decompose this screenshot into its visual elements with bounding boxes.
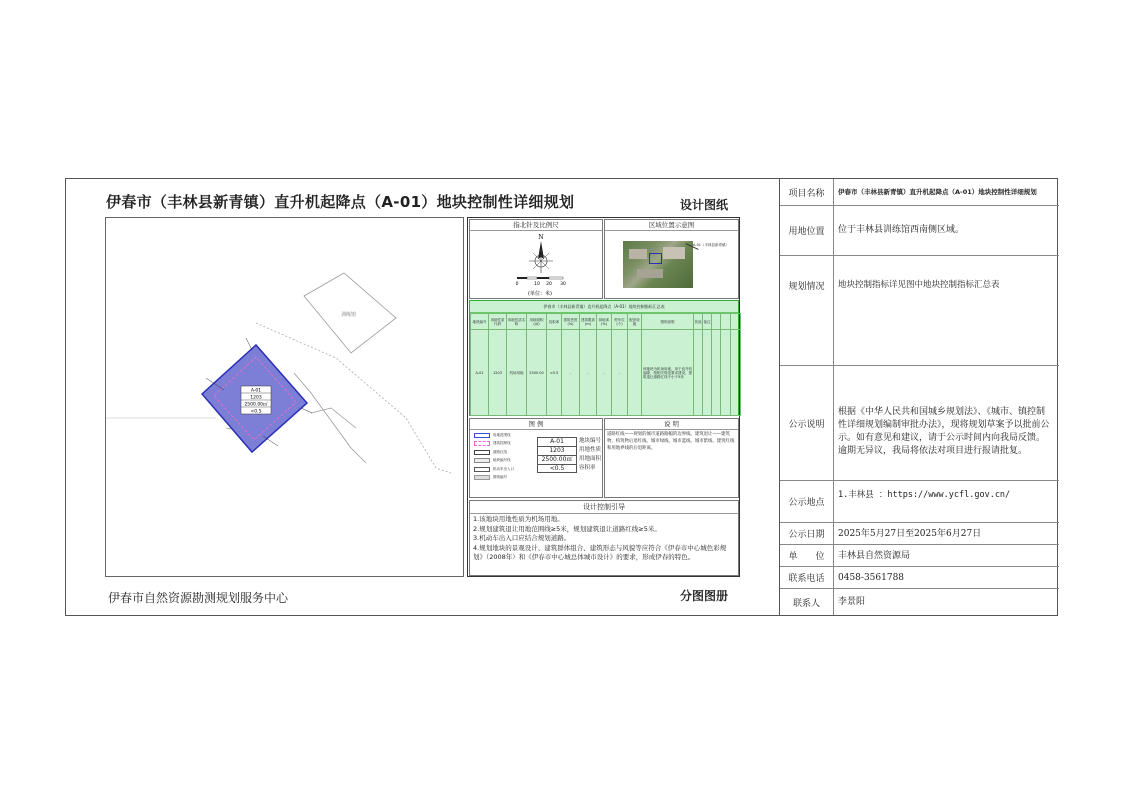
footer-organization: 伊春市自然资源勘测规划服务中心	[108, 591, 289, 605]
table-header: 用地性质名称	[507, 314, 527, 330]
table-header: 地块编号	[471, 314, 489, 330]
road-line	[294, 373, 366, 463]
legend-swatch	[474, 433, 490, 438]
table-header: 容积率	[547, 314, 562, 330]
example-code: A-01	[537, 437, 577, 446]
site-marker	[649, 253, 662, 264]
notice-value: 位于丰林县训练馆西南侧区域。	[838, 225, 965, 235]
table-cell	[712, 330, 721, 416]
table-header: 建筑密度(%)	[562, 314, 580, 330]
scale-tick-0: 0	[515, 282, 519, 287]
table-cell: -	[580, 330, 597, 416]
dimension-mark	[301, 408, 312, 413]
scale-tick-10: 10	[534, 282, 540, 287]
table-cell	[721, 330, 731, 416]
satellite-building	[629, 249, 647, 259]
table-cell: -	[562, 330, 580, 416]
legend-label: 用地范围线	[493, 432, 511, 437]
legend-item	[474, 440, 532, 449]
notice-value: 0458-3561788	[838, 573, 905, 583]
scale-bar-segment	[517, 277, 527, 279]
footer-map-label: 分图图册	[680, 589, 729, 603]
drawing-title: 伊春市（丰林县新青镇）直升机起降点（A-01）地块控制性详细规划	[106, 193, 575, 211]
table-cell: -	[612, 330, 628, 416]
example-far: <0.5	[537, 464, 577, 473]
notice-value: 2025年5月27日至2025年6月27日	[838, 529, 982, 539]
table-cell	[703, 330, 712, 416]
drawing-subtitle: 设计图纸	[680, 198, 729, 212]
control-index-table	[469, 300, 739, 416]
legend-label: 建筑控制线	[493, 441, 511, 446]
notice-row-phone	[780, 567, 1059, 589]
location-header: 区域位置示意图	[605, 220, 738, 231]
legend-label: 地块编号线	[493, 458, 511, 463]
table-cell: A-01	[471, 330, 489, 416]
notice-label: 联系电话	[780, 567, 834, 588]
site-map	[105, 217, 464, 577]
block-code-label: A-01	[250, 388, 262, 394]
notice-value: 根据《中华人民共和国城乡规划法》、《城市、镇控制性详细规划编制审批办法》，现将规划草案予以批前公示。如有意见和建议，请于公示时间内向我局反馈。逾期无异议，我局将依法对项目进行报请批复。	[838, 407, 1050, 456]
description-box	[604, 418, 739, 498]
table-cell	[694, 330, 703, 416]
control-table-grid	[470, 313, 741, 416]
building-label: 训练馆	[341, 312, 357, 318]
satellite-building	[637, 269, 663, 278]
notice-label: 单 位	[780, 545, 834, 566]
notice-panel	[779, 179, 1058, 615]
satellite-image	[623, 241, 693, 288]
control-table-row	[471, 330, 741, 416]
table-header	[721, 314, 731, 330]
legend-label: 道路红线	[493, 449, 507, 454]
table-header	[731, 314, 741, 330]
notice-row-explanation	[780, 366, 1059, 481]
control-table-title: 伊春市（丰林县新青镇）直升机起降点（A-01）地块控制指标汇总表	[470, 301, 738, 313]
legend-swatch	[474, 467, 490, 472]
drawing-area	[66, 179, 779, 615]
scale-bar-segment	[549, 277, 563, 279]
guide-line: 2.规划建筑退让用地范围线≥5米，规划建筑退让道路红线≥5米。	[473, 524, 661, 533]
design-guide-box	[469, 500, 739, 576]
legend-swatch	[474, 450, 490, 455]
legend-swatch	[474, 458, 490, 463]
table-header: 备注	[703, 314, 712, 330]
table-header: 图则说明	[642, 314, 694, 330]
notice-row-date	[780, 523, 1059, 545]
block-far-label: <0.5	[250, 409, 262, 415]
description-header: 说 明	[605, 419, 738, 430]
table-cell: -	[597, 330, 612, 416]
notice-row-unit	[780, 545, 1059, 567]
control-table-header-row	[471, 314, 741, 330]
notice-row-planning	[780, 256, 1059, 366]
dimension-mark	[246, 338, 252, 350]
table-cell	[628, 330, 642, 416]
table-header: 绿地率(%)	[597, 314, 612, 330]
example-label: 容积率	[579, 465, 596, 471]
legend-example-box	[537, 437, 577, 473]
guide-line: 4.规划地块的景观设计、建筑群体组合、建筑形态与风貌等应符合《伊春市中心城色彩规划》（2008年）和《伊春市中心城总体城市设计》的要求，形成伊春的特色。	[473, 543, 727, 561]
notice-row-location	[780, 206, 1059, 256]
table-header: 建筑限高(m)	[580, 314, 597, 330]
table-header: 停车位(个)	[612, 314, 628, 330]
notice-value: 丰林县自然资源局	[838, 551, 911, 561]
table-cell: <0.5	[547, 330, 562, 416]
notice-label: 公示说明	[780, 366, 834, 480]
description-text: 道路红线——规划的城市道路路幅的边界线。建筑退让——建筑物、构筑物后退红线、城市绿线、城市蓝线、城市紫线、建筑红线和用地界线的后退距离。	[607, 432, 735, 451]
legend-label: 机动车出入口	[493, 466, 514, 471]
notice-row-contact	[780, 589, 1059, 615]
table-cell	[731, 330, 741, 416]
legend-item	[474, 457, 532, 466]
notice-label: 公示日期	[780, 523, 834, 544]
legend-item	[474, 474, 532, 483]
example-area: 2500.00㎡	[537, 455, 577, 464]
table-cell: 2500.00	[527, 330, 547, 416]
legend-label: 图则编号	[493, 475, 507, 480]
notice-row-place	[780, 481, 1059, 523]
scale-unit: (单位：米)	[528, 291, 552, 297]
legend-swatch	[474, 475, 490, 480]
planning-sheet	[65, 178, 1058, 616]
example-label: 用地性质	[579, 447, 602, 453]
legend-swatch	[474, 441, 490, 446]
compass-svg	[470, 231, 604, 299]
table-header: 配套设施	[628, 314, 642, 330]
scale-bar-segment	[527, 277, 537, 279]
legend-example-labels	[579, 437, 603, 473]
table-cell: 该地块为机场用地，用于直升机起降，按相关规范要求建设，建筑退让道路红线不小于5米	[642, 330, 694, 416]
design-guide-text	[473, 515, 735, 563]
notice-value: 李景阳	[838, 597, 866, 607]
example-label: 地块编号	[579, 438, 602, 444]
table-cell: 机场用地	[507, 330, 527, 416]
notice-label: 联系人	[780, 589, 834, 615]
legend-box	[469, 418, 603, 498]
compass-box	[469, 219, 603, 299]
scale-bar-segment	[537, 277, 549, 279]
design-guide-header: 设计控制引导	[470, 501, 738, 514]
block-use-label: 1203	[250, 395, 262, 401]
guide-line: 1.该地块用地性质为机场用地。	[473, 515, 564, 523]
table-cell: 1203	[489, 330, 507, 416]
location-box	[604, 219, 739, 299]
scale-tick-20: 20	[546, 282, 552, 287]
table-header: 用地面积(㎡)	[527, 314, 547, 330]
notice-value: 1.丰林县 ：https://www.ycfl.gov.cn/	[838, 490, 1011, 500]
table-header	[712, 314, 721, 330]
example-use: 1203	[537, 446, 577, 455]
road-line	[311, 408, 356, 428]
satellite-building	[663, 247, 685, 259]
notice-label: 公示地点	[780, 481, 834, 522]
legend-item	[474, 465, 532, 474]
compass-header: 指北针及比例尺	[470, 220, 602, 231]
table-header: 用地性质代码	[489, 314, 507, 330]
notice-label: 规划情况	[780, 256, 834, 365]
notice-label: 用地位置	[780, 206, 834, 255]
legend-list	[474, 431, 532, 482]
notice-value: 伊春市（丰林县新青镇）直升机起降点（A-01）地块控制性详细规划	[838, 188, 1037, 196]
block-area-label: 2500.00㎡	[244, 402, 268, 408]
info-panel	[467, 217, 740, 577]
site-map-drawing	[106, 218, 465, 578]
legend-item	[474, 431, 532, 440]
guide-line: 3.机动车出入口应结合规划道路。	[473, 534, 571, 542]
example-label: 用地面积	[579, 456, 602, 462]
legend-header: 图 例	[470, 419, 602, 430]
table-header: 其他	[694, 314, 703, 330]
notice-label: 项目名称	[780, 179, 834, 205]
location-note: A-01（丰林县新青镇）	[693, 243, 730, 247]
legend-item	[474, 448, 532, 457]
scale-tick-30: 30	[560, 282, 566, 287]
notice-value: 地块控制指标详见图中地块控制指标汇总表	[838, 280, 1000, 290]
notice-row-project	[780, 179, 1059, 206]
north-label: N	[538, 234, 544, 241]
